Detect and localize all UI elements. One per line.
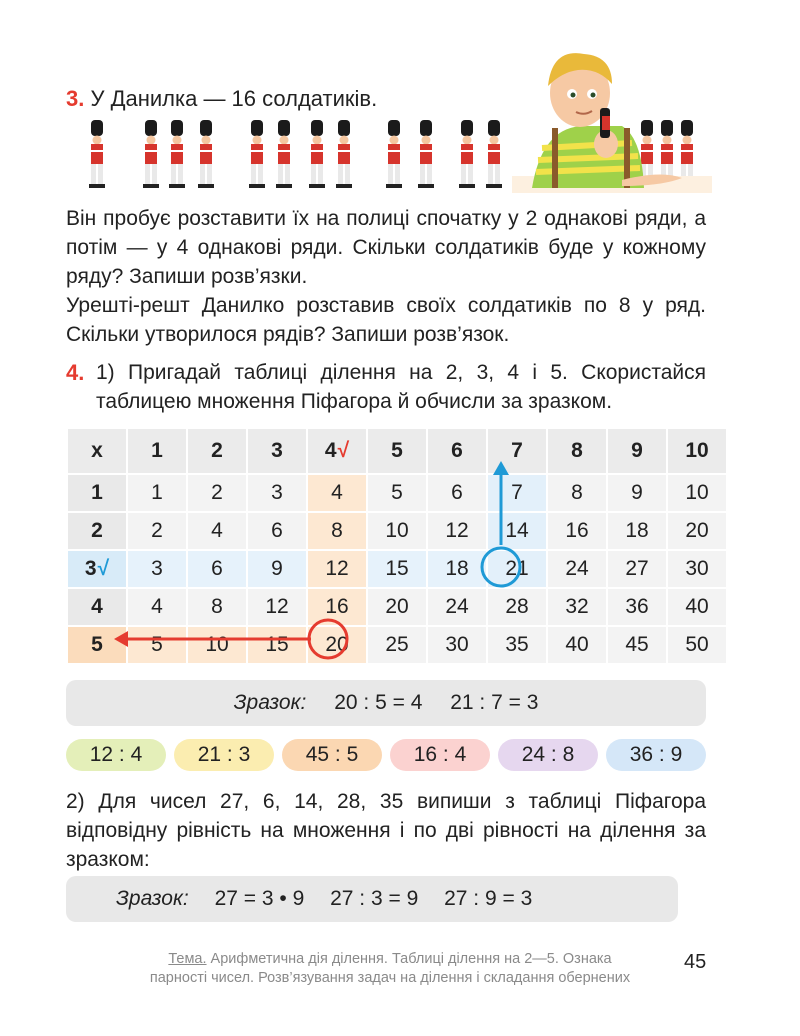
sample2-eq2: 27 : 3 = 9 [330,887,419,910]
table-annotations [66,427,706,667]
exercise-pill: 21 : 3 [174,739,274,771]
table-cell: 24 [427,588,487,626]
soldier-icon [89,120,105,188]
table-cell: 5 [127,626,187,664]
sample1-eq1: 20 : 5 = 4 [334,691,423,714]
table-header-cell: 1 [127,428,187,474]
soldier-icon [249,120,265,188]
sample2-eq3: 27 : 9 = 3 [444,887,533,910]
soldier-icon [486,120,502,188]
sample2-eq1: 27 = 3 • 9 [214,887,305,910]
table-cell: 10 [187,626,247,664]
table-cell: 32 [547,588,607,626]
table-cell: 50 [667,626,727,664]
table-corner: x [67,428,127,474]
table-cell: 6 [187,550,247,588]
table-cell: 30 [667,550,727,588]
table-header-cell: 5 [367,428,427,474]
task4-number: 4. [66,360,85,385]
task3-heading [66,86,377,112]
table-cell: 8 [187,588,247,626]
table-cell: 2 [127,512,187,550]
table-header-cell: 6 [427,428,487,474]
task4-heading [66,358,706,416]
soldier-icon [276,120,292,188]
table-cell: 1 [127,474,187,512]
table-row-header: 2 [67,512,127,550]
table-header-cell: 10 [667,428,727,474]
sample1-eq2: 21 : 7 = 3 [450,691,539,714]
table-cell: 4 [127,588,187,626]
table-row-header: 3√ [67,550,127,588]
footer-topic [110,950,670,988]
sample1-label: Зразок: [233,691,307,714]
table-cell: 9 [607,474,667,512]
table-cell: 25 [367,626,427,664]
table-header-cell: 2 [187,428,247,474]
table-cell: 36 [607,588,667,626]
table-cell: 2 [187,474,247,512]
soldier-icon [386,120,402,188]
table-cell: 21 [487,550,547,588]
footer-topic-text: Арифметична дія ділення. Таблиці ділення на 2—5. Ознака [206,951,612,967]
left-arrow-icon [114,631,128,647]
table-cell: 9 [247,550,307,588]
task3-paragraph-2: Урешті-решт Данилко розставив своїх солдатиків по 8 у ряд. Скільки утворилося рядів? Запиши розв’язок. [66,294,706,346]
table-cell: 40 [547,626,607,664]
soldier-icon [169,120,185,188]
table-header-cell: 8 [547,428,607,474]
footer-topic-label: Тема. [168,951,207,967]
page-number: 45 [684,951,707,973]
table-cell: 5 [367,474,427,512]
sample2-box [66,876,678,922]
table-cell: 15 [247,626,307,664]
table-cell: 16 [307,588,367,626]
table-cell: 35 [487,626,547,664]
boy-icon [512,48,712,193]
table-cell: 16 [547,512,607,550]
soldier-icon [459,120,475,188]
footer-topic-line2: парності чисел. Розв’язування задач на ділення і складання обернених [149,970,631,986]
check-mark-icon: √ [97,557,110,580]
table-row-header: 4 [67,588,127,626]
boy-illustration [512,48,712,193]
sample1-box [66,680,706,726]
table-cell: 20 [667,512,727,550]
table-cell: 18 [427,550,487,588]
circle-20 [309,620,347,658]
task4-part1-text: 1) Пригадай таблиці ділення на 2, 3, 4 і 5. Скористайся таблицею множення Піфагора й обчисли за зразком. [96,361,706,413]
table-row-header: 5 [67,626,127,664]
task3-paragraph-1: Він пробує розставити їх на полиці спочатку у 2 однакові ряди, а потім — у 4 однакові ряди. Скільки солдатиків буде у кожному ряду? Запиши розв’язки. [66,207,706,288]
table-header-cell: 3 [247,428,307,474]
table-cell: 8 [307,512,367,550]
exercise-pill: 12 : 4 [66,739,166,771]
sample2-label: Зразок: [116,887,189,910]
table-row-header: 1 [67,474,127,512]
circle-21 [482,548,520,586]
up-arrow-icon [493,461,509,475]
task3-title: У Данилка — 16 солдатиків. [90,86,378,111]
exercise-pill: 45 : 5 [282,739,382,771]
table-cell: 20 [367,588,427,626]
exercise-pill: 36 : 9 [606,739,706,771]
table-header-cell: 4√ [307,428,367,474]
table-header-cell: 9 [607,428,667,474]
table-cell: 4 [187,512,247,550]
soldier-icon [418,120,434,188]
table-cell: 4 [307,474,367,512]
table-header-cell: 7 [487,428,547,474]
task3-number: 3. [66,86,85,111]
table-cell: 3 [127,550,187,588]
table-cell: 6 [427,474,487,512]
table-cell: 28 [487,588,547,626]
table-cell: 27 [607,550,667,588]
soldier-icon [143,120,159,188]
task4-part2-text: 2) Для чисел 27, 6, 14, 28, 35 випиши з таблиці Піфагора відповідну рівність на множення і по дві рівності на ділення за зразком: [66,790,706,871]
table-cell: 20 [307,626,367,664]
table-cell: 15 [367,550,427,588]
table-cell: 3 [247,474,307,512]
table-cell: 30 [427,626,487,664]
table-cell: 18 [607,512,667,550]
table-cell: 12 [307,550,367,588]
table-cell: 8 [547,474,607,512]
table-cell: 24 [547,550,607,588]
table-cell: 12 [427,512,487,550]
table-cell: 12 [247,588,307,626]
table-cell: 10 [367,512,427,550]
table-cell: 6 [247,512,307,550]
soldier-icon [198,120,214,188]
check-mark-icon: √ [337,439,350,462]
table-cell: 14 [487,512,547,550]
table-cell: 10 [667,474,727,512]
table-cell: 7 [487,474,547,512]
exercise-pill: 24 : 8 [498,739,598,771]
soldier-icon [336,120,352,188]
exercise-pill: 16 : 4 [390,739,490,771]
soldier-icon [309,120,325,188]
task3-text [66,204,706,349]
table-cell: 40 [667,588,727,626]
table-cell: 45 [607,626,667,664]
task4-part2 [66,787,706,874]
